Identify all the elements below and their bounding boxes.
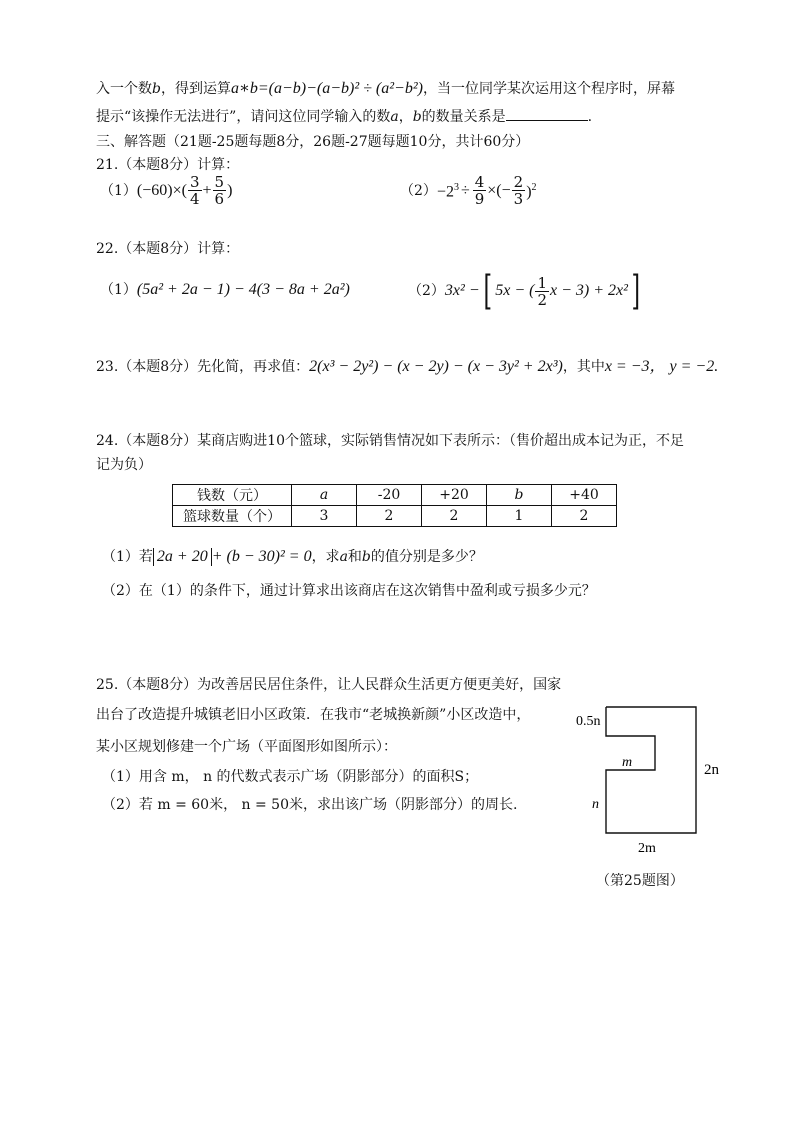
numerator: 2 [513,173,524,191]
q21-part2 [400,174,537,207]
numerator: 3 [189,173,200,191]
q25-line2: 出台了改造提升城镇老旧小区政策．在我市“老城换新颜”小区改造中， [96,707,531,723]
q21-header: 21.（本题8分）计算： [96,157,240,173]
intro-text: ，得到运算 [160,81,231,97]
q21-part1 [100,174,232,207]
expr-text: 5x − ( [495,282,535,299]
table-cell: +20 [422,485,487,506]
denominator: 9 [474,190,485,208]
right-bracket: ] [631,268,641,314]
label-notch: m [622,755,633,770]
intro-text: 提示“该操作无法进行”，请问这位同学输入的数 [96,109,391,125]
q25-part2: （2）若 m = 60米， n = 50米，求出该广场（阴影部分）的周长. [102,797,518,813]
numerator: 1 [537,273,548,292]
q23-text: ，其中 [562,359,605,375]
table-cell: 1 [487,506,552,527]
q22-part1 [100,281,350,299]
q24-line1: 24.（本题8分）某商店购进10个篮球，实际销售情况如下表所示：（售价超出成本记为正，不足 [96,433,684,449]
part-label: （2） [408,283,445,299]
intro-text: . [587,109,593,125]
table-cell: b [487,485,552,506]
table-cell: a [292,485,357,506]
intro-line-2 [96,108,592,126]
numerator: 5 [214,173,225,191]
intro-text: ，当一位同学某次运用这个程序时，屏幕 [422,81,675,97]
expr-text: −2 [436,183,454,201]
fraction [473,174,487,207]
plaza-outline [606,707,696,833]
q24-text: 的值分别是多少？ [370,549,483,565]
expr-text: ) [526,183,532,201]
var-b: b [361,549,371,565]
q23 [96,358,718,376]
q24-text: （1）若 [102,549,153,565]
table-cell: +40 [552,485,617,506]
denominator: 2 [537,290,548,309]
part-label: （1） [100,282,137,298]
q24-part2: （2）在（1）的条件下，通过计算求出该商店在这次销售中盈利或亏损多少元？ [102,583,596,599]
q25-figure [560,690,740,870]
q22-header: 22.（本题8分）计算： [96,241,240,257]
denominator: 6 [214,190,225,208]
expr-text: + [202,181,212,199]
expr-text: x − 3) + 2x² [550,282,628,299]
q25-line1: 25.（本题8分）为改善居民居住条件，让人民群众生活更方便更美好，国家 [96,677,562,693]
table-cell: -20 [357,485,422,506]
q24-line2: 记为负） [96,457,152,473]
var-a: a [390,109,399,125]
table-row [173,485,617,506]
part-label: （2） [400,182,437,199]
q24-part1 [102,548,483,566]
intro-text: 的数量关系是 [421,109,506,125]
fraction [188,174,202,207]
operation-formula: a∗b=(a−b)−(a−b)² ÷ (a²−b²) [230,80,423,97]
exponent: 2 [531,182,537,194]
table-cell: 2 [552,506,617,527]
var-b: b [152,81,161,97]
q24-expr: + (b − 30)² = 0 [211,548,312,565]
label-top-left: 0.5n [576,714,601,729]
fraction [535,275,549,308]
numerator: 4 [474,173,485,191]
denominator: 3 [513,190,524,208]
figure-caption: （第25题图） [596,873,684,889]
expr-text [437,179,459,201]
q22-part2 [408,268,644,314]
intro-text: 入一个数 [96,81,152,97]
table-cell: 3 [292,506,357,527]
fraction [213,174,227,207]
table-cell: 2 [357,506,422,527]
label-right: 2n [704,762,719,778]
table-row [173,506,617,527]
sales-table [172,484,617,527]
section-heading: 三、解答题（21题-25题每题8分，26题-27题每题10分，共计60分） [96,134,530,150]
intro-text: ， [398,109,413,125]
expr-text [526,179,536,201]
q23-text: 23.（本题8分）先化简，再求值： [96,359,310,375]
expr-text: ) [227,181,233,199]
var-a: a [339,549,348,565]
left-bracket: [ [483,268,492,314]
exponent: 3 [453,182,459,194]
table-cell: 钱数（元） [173,485,292,506]
var-b: b [412,109,422,125]
expr-text: 3x² − [444,282,480,299]
expr-text: ×(− [487,181,511,199]
q25-part1: （1）用含 m， n 的代数式表示广场（阴影部分）的面积S； [102,769,479,785]
denominator: 4 [189,190,200,208]
expr-text: (5a² + 2a − 1) − 4(3 − 8a + 2a²) [136,281,350,298]
q23-expr: 2(x³ − 2y²) − (x − 2y) − (x − 3y² + 2x³) [309,358,563,375]
expr-text: (−60)×( [136,181,187,199]
table-cell: 2 [422,506,487,527]
q24-text: 和 [347,549,362,565]
q25-line3: 某小区规划修建一个广场（平面图形如图所示）： [96,739,397,755]
table-cell: 篮球数量（个） [173,506,292,527]
label-bottom: 2m [638,841,656,856]
q24-text: ，求 [311,549,340,565]
expr-text: ÷ [460,181,470,199]
abs-expr: 2a + 20 [153,548,212,566]
intro-line-1 [96,80,675,98]
answer-blank[interactable] [506,108,588,121]
fraction [512,174,526,207]
q23-values: x = −3， y = −2. [604,358,719,375]
label-left: n [592,797,599,812]
part-label: （1） [100,182,137,199]
